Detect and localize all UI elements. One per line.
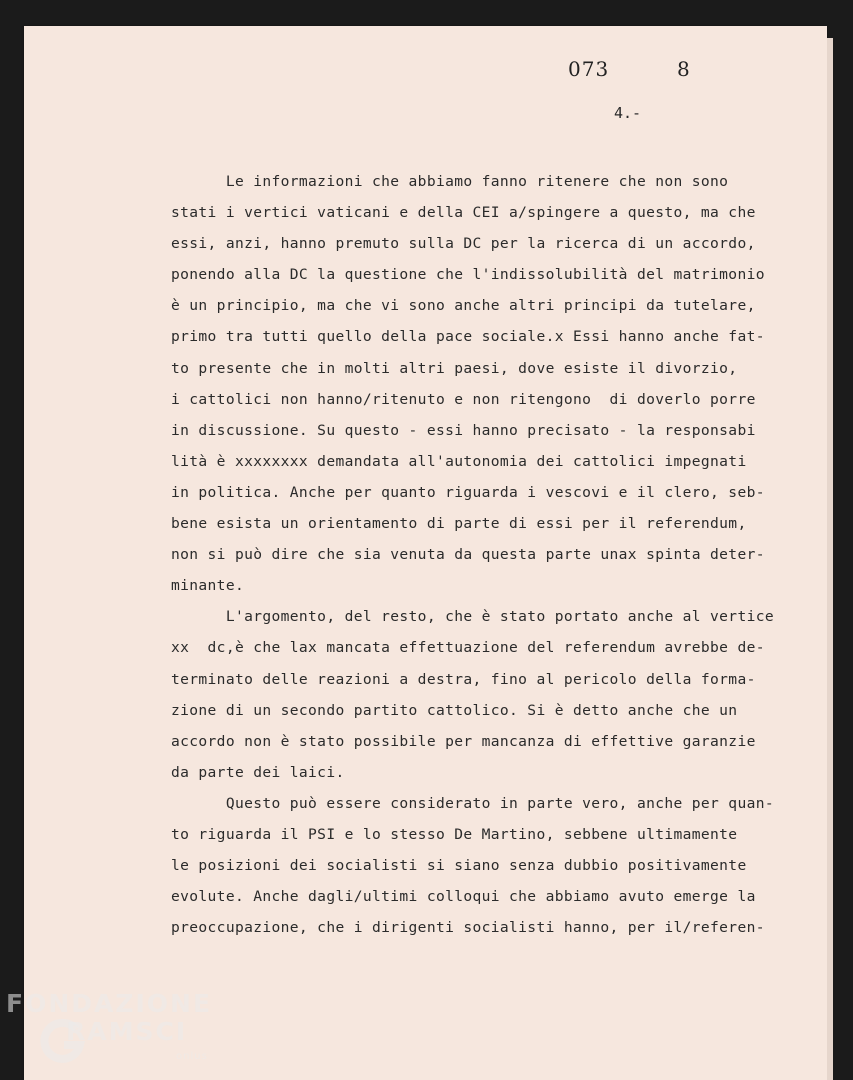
- text-line: essi, anzi, hanno premuto sulla DC per la ricerca di un accordo,: [171, 235, 756, 253]
- text-line: ponendo alla DC la questione che l'indissolubilità del matrimonio: [171, 266, 765, 284]
- text-line: in politica. Anche per quanto riguarda i vescovi e il clero, seb-: [171, 483, 765, 501]
- text-line: zione di un secondo partito cattolico. Si è detto anche che un: [171, 701, 738, 719]
- watermark-line2: RAMSCI: [66, 1017, 188, 1046]
- text-line: terminato delle reazioni a destra, fino al pericolo della forma-: [171, 670, 756, 688]
- text-line: bene esista un orientamento di parte di essi per il referendum,: [171, 515, 747, 533]
- typewritten-body: [171, 166, 811, 943]
- text-line: in discussione. Su questo - essi hanno precisato - la responsabi: [171, 421, 756, 439]
- text-line: i cattolici non hanno/ritenuto e non ritengono di doverlo porre: [171, 390, 756, 408]
- archive-number: 073: [568, 57, 610, 81]
- text-line: evolute. Anche dagli/ultimi colloqui che abbiamo avuto emerge la: [171, 888, 756, 906]
- text-line: xx dc,è che lax mancata effettuazione del referendum avrebbe de-: [171, 639, 765, 657]
- document-page: [24, 26, 827, 1080]
- text-line: minante.: [171, 577, 245, 595]
- text-line: to presente che in molti altri paesi, dove esiste il divorzio,: [171, 359, 738, 377]
- page-edge: [827, 38, 833, 1080]
- page-number: 4.-: [614, 104, 642, 122]
- text-line: L'argomento, del resto, che è stato portato anche al vertice: [171, 608, 774, 626]
- text-line: le posizioni dei socialisti si siano senza dubbio positivamente: [171, 857, 747, 875]
- text-line: Questo può essere considerato in parte vero, anche per quan-: [171, 794, 774, 812]
- text-line: to riguarda il PSI e lo stesso De Martino, sebbene ultimamente: [171, 825, 738, 843]
- text-line: primo tra tutti quello della pace sociale.x Essi hanno anche fat-: [171, 328, 765, 346]
- folio-number: 8: [677, 57, 690, 81]
- text-line: è un principio, ma che vi sono anche altri principi da tutelare,: [171, 297, 756, 315]
- watermark-logo: [0, 985, 260, 1080]
- text-line: accordo non è stato possibile per mancanza di effettive garanzie: [171, 732, 756, 750]
- text-line: da parte dei laici.: [171, 763, 345, 781]
- text-line: non si può dire che sia venuta da questa parte unax spinta deter-: [171, 546, 765, 564]
- text-line: preoccupazione, che i dirigenti socialisti hanno, per il/referen-: [171, 919, 765, 937]
- watermark-tagline: onlus: [176, 1051, 208, 1062]
- text-line: Le informazioni che abbiamo fanno ritenere che non sono: [171, 173, 729, 190]
- text-line: stati i vertici vaticani e della CEI a/spingere a questo, ma che: [171, 204, 756, 222]
- watermark-line1: FONDAZIONE: [6, 989, 213, 1018]
- text-line: lità è xxxxxxxx demandata all'autonomia dei cattolici impegnati: [171, 452, 747, 470]
